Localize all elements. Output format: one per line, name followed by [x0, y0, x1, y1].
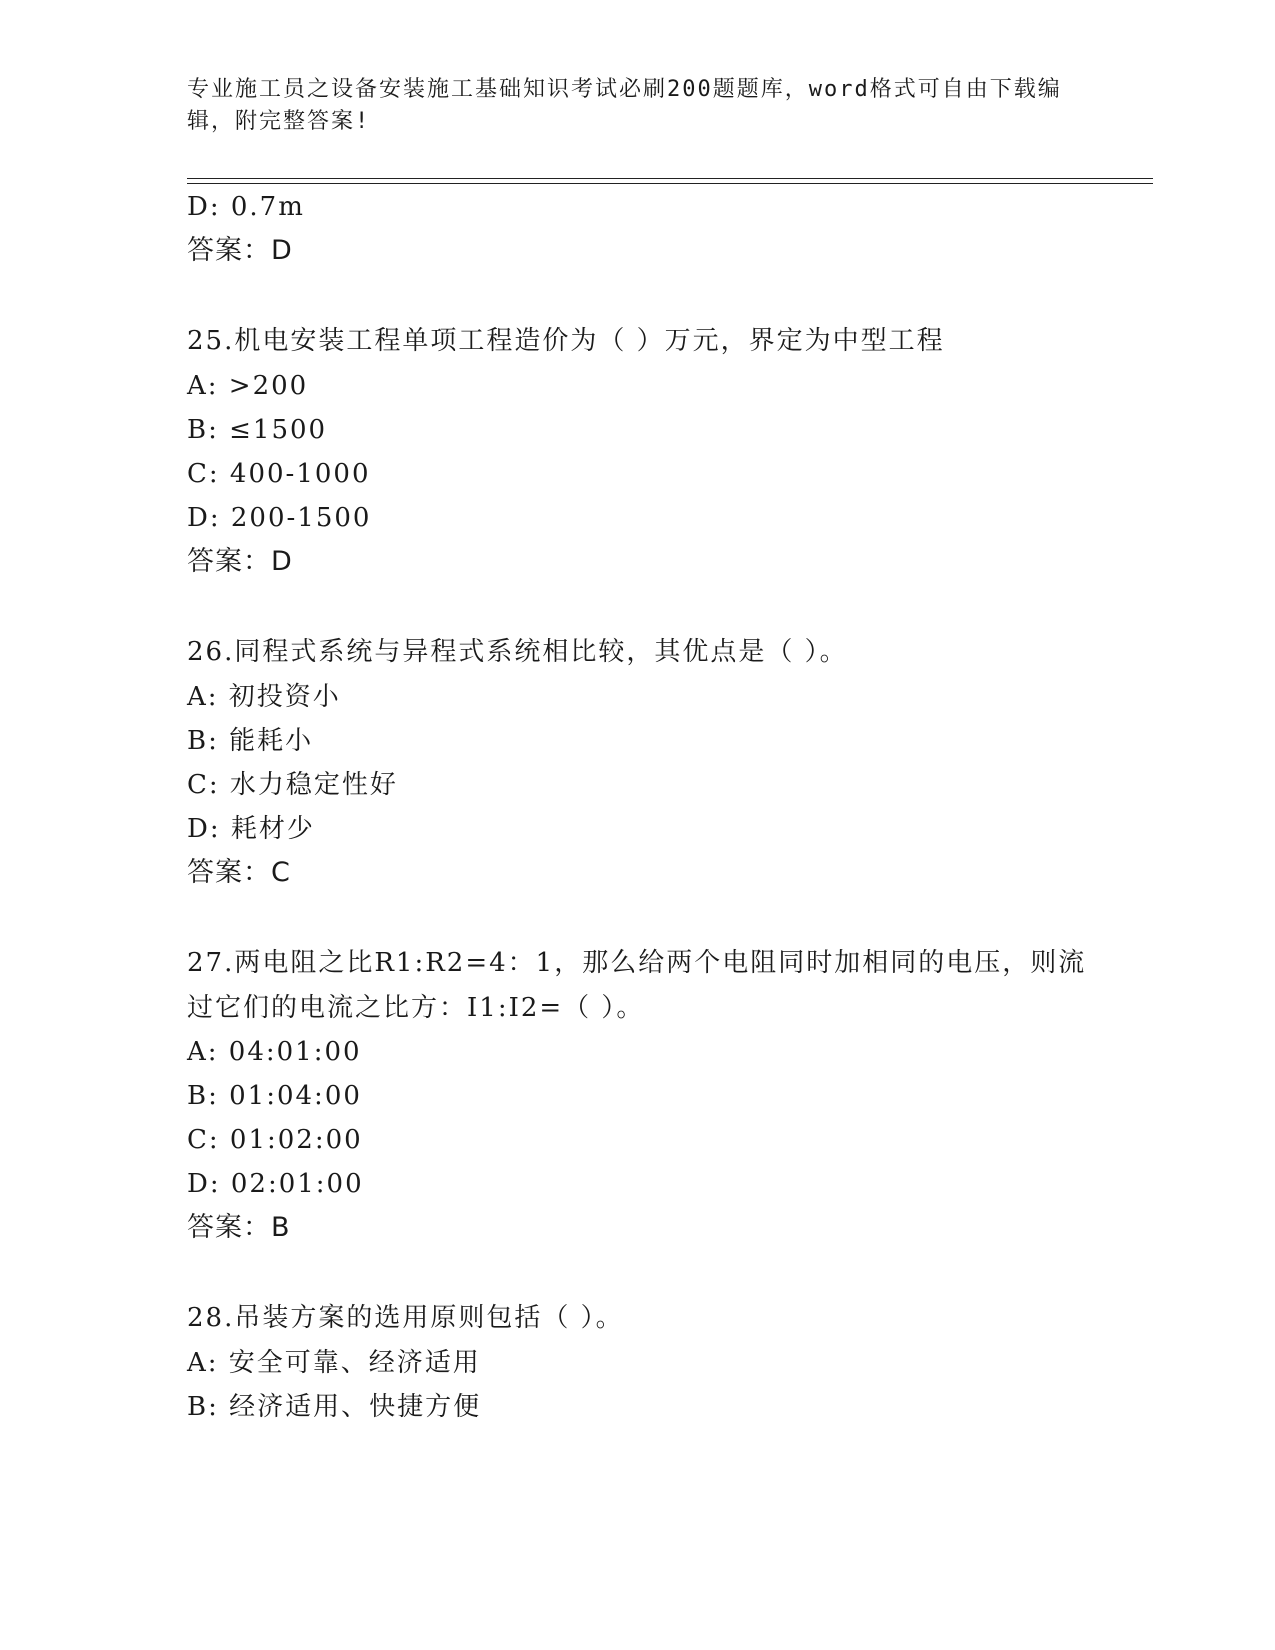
question-27-option-d: D: 02:01:00 — [187, 1169, 364, 1199]
question-25-answer: 答案：D — [187, 546, 293, 577]
question-26-option-b: B: 能耗小 — [187, 726, 314, 756]
question-28-option-b: B: 经济适用、快捷方便 — [187, 1392, 482, 1422]
question-26-option-d: D: 耗材少 — [187, 814, 315, 844]
header-rule-top — [187, 178, 1153, 179]
question-25-stem: 25.机电安装工程单项工程造价为（ ）万元，界定为中型工程 — [187, 326, 945, 356]
question-25-option-d: D: 200-1500 — [187, 503, 372, 533]
header-rule-bottom — [187, 183, 1153, 184]
question-27-answer: 答案：B — [187, 1212, 291, 1243]
question-26-stem: 26.同程式系统与异程式系统相比较，其优点是（ ）。 — [187, 637, 848, 667]
question-26-option-a: A: 初投资小 — [187, 682, 341, 712]
question-27-option-b: B: 01:04:00 — [187, 1081, 362, 1111]
question-25-option-b: B: ≤1500 — [187, 415, 328, 445]
question-25-option-c: C: 400-1000 — [187, 459, 371, 489]
question-26-option-c: C: 水力稳定性好 — [187, 770, 398, 800]
question-27-option-c: C: 01:02:00 — [187, 1125, 363, 1155]
prev-answer: 答案：D — [187, 235, 293, 266]
question-28-stem: 28.吊装方案的选用原则包括（ ）。 — [187, 1303, 624, 1333]
question-27-option-a: A: 04:01:00 — [187, 1037, 362, 1067]
question-26-answer: 答案：C — [187, 857, 291, 888]
prev-option-d: D: 0.7m — [187, 192, 305, 222]
question-25-option-a: A: >200 — [187, 371, 309, 401]
document-header: 专业施工员之设备安装施工基础知识考试必刷200题题库，word格式可自由下载编辑，附完整答案! — [187, 77, 1062, 134]
question-28-option-a: A: 安全可靠、经济适用 — [187, 1348, 481, 1378]
question-27-stem: 27.两电阻之比R1:R2=4：1，那么给两个电阻同时加相同的电压，则流过它们的电流之比方：I1:I2=（ ）。 — [187, 948, 1087, 1023]
